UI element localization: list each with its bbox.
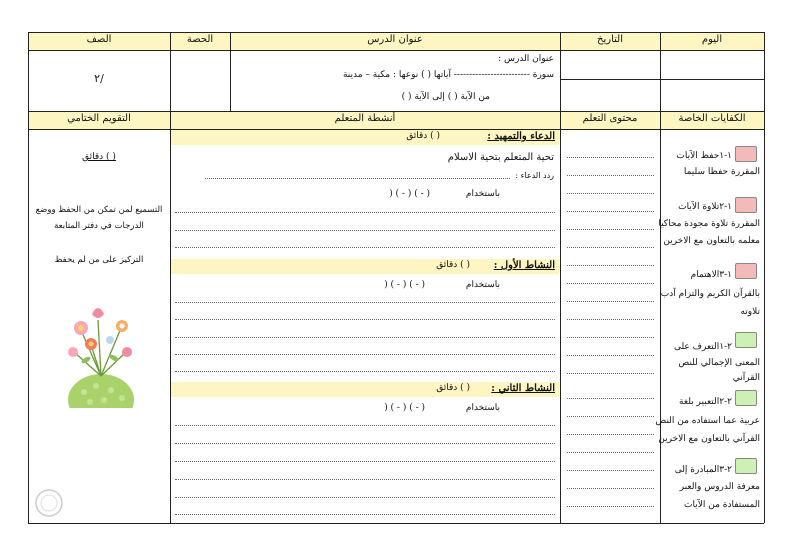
competency-5-line1: ٢-٢التعبير بلغة: [679, 397, 732, 407]
paren-row-2: ( - ) ( - ) (: [384, 280, 425, 290]
competency-box-2: [735, 197, 757, 213]
competency-4-line1: ٢-١التعرف على: [673, 342, 732, 352]
competency-box-5: [735, 390, 757, 406]
competency-4-line2: المعنى الإجمالي للنص: [678, 358, 760, 368]
intro-time: ( ) دقائق: [406, 131, 440, 141]
header-period: الحصة: [186, 34, 214, 45]
header-date: التاريخ: [597, 34, 623, 45]
act1-title: النشاط الأول :: [493, 260, 555, 271]
greeting-text: تحية المتعلم بتحية الاسلام: [447, 152, 554, 163]
paren-row-1: ( - ) ( - ) (: [389, 189, 430, 199]
class-value: ٢/: [94, 72, 104, 85]
act1-time: ( ) دقائق: [436, 260, 470, 270]
competency-1-line1: ١-١حفظ الآيات: [676, 151, 732, 161]
col-content: محتوى التعلم: [582, 113, 638, 124]
using-text-2: باستخدام: [465, 280, 500, 290]
col-activities: أنشطة المتعلم: [334, 113, 396, 124]
competency-1-line2: المقررة حفظا سليما: [683, 167, 760, 177]
competency-box-3: [735, 263, 757, 279]
header-lesson-title: عنوان الدرس: [367, 34, 423, 45]
competency-5-line2: عربية عما استفاده من النص: [655, 416, 760, 426]
competency-box-6: [735, 458, 757, 474]
competency-2-line2: المقررة تلاوة مجودة محاكيا: [658, 219, 760, 229]
assessment-line2: الدرجات في دفتر المتابعة: [54, 221, 144, 231]
flower-illustration-icon: [56, 300, 146, 408]
assessment-line3: التركيز على من لم يحفظ: [54, 255, 144, 265]
competency-3-line3: تلاوته: [740, 307, 760, 317]
competency-2-line3: معلمه بالتعاون مع الاخرين: [663, 236, 760, 246]
ayah-line: من الآية ( ) إلى الآية ( ): [401, 92, 490, 102]
header-class: الصف: [86, 34, 112, 45]
competency-6-line1: ٢-٣المبادرة إلى: [674, 465, 732, 475]
assessment-time: ( ) دقائق: [82, 152, 116, 162]
paren-row-3: ( - ) ( - ) (: [384, 403, 425, 413]
competency-4-line3: القرآني: [732, 373, 760, 383]
act2-title: النشاط الثاني :: [491, 383, 555, 394]
col-competencies: الكفايات الخاصة: [678, 113, 746, 124]
col-assessment: التقويم الختامي: [67, 113, 131, 124]
competency-6-line2: معرفة الدروس والعبر: [679, 482, 760, 492]
competency-box-1: [735, 146, 757, 162]
lesson-title-label: عنوان الدرس :: [498, 54, 554, 64]
using-text-3: باستخدام: [465, 403, 500, 413]
header-day: اليوم: [701, 34, 723, 45]
competency-box-4: [735, 332, 757, 348]
competency-6-line3: المستفادة من الآيات: [684, 500, 760, 510]
intro-title: الدعاء والتمهيد :: [487, 131, 555, 142]
competency-5-line3: القرآني بالتعاون مع الاخرين: [658, 434, 760, 444]
using-text-1: باستخدام: [465, 189, 500, 199]
competency-3-line2: بالقرآن الكريم والتزام آدب: [660, 289, 760, 299]
stamp-icon: [34, 488, 64, 518]
dua-text: ردد الدعاء :: [515, 171, 554, 180]
competency-3-line1: ١-٣الاهتمام: [690, 270, 732, 280]
act2-time: ( ) دقائق: [436, 383, 470, 393]
surah-line: سورة ------------------------- آياتها ( ) نوعها : مكية – مدينة: [342, 70, 554, 80]
assessment-line1: التسميع لمن تمكن من الحفظ ووضع: [35, 205, 163, 215]
competency-2-line1: ١-٢تلاوة الآيات: [678, 202, 732, 212]
